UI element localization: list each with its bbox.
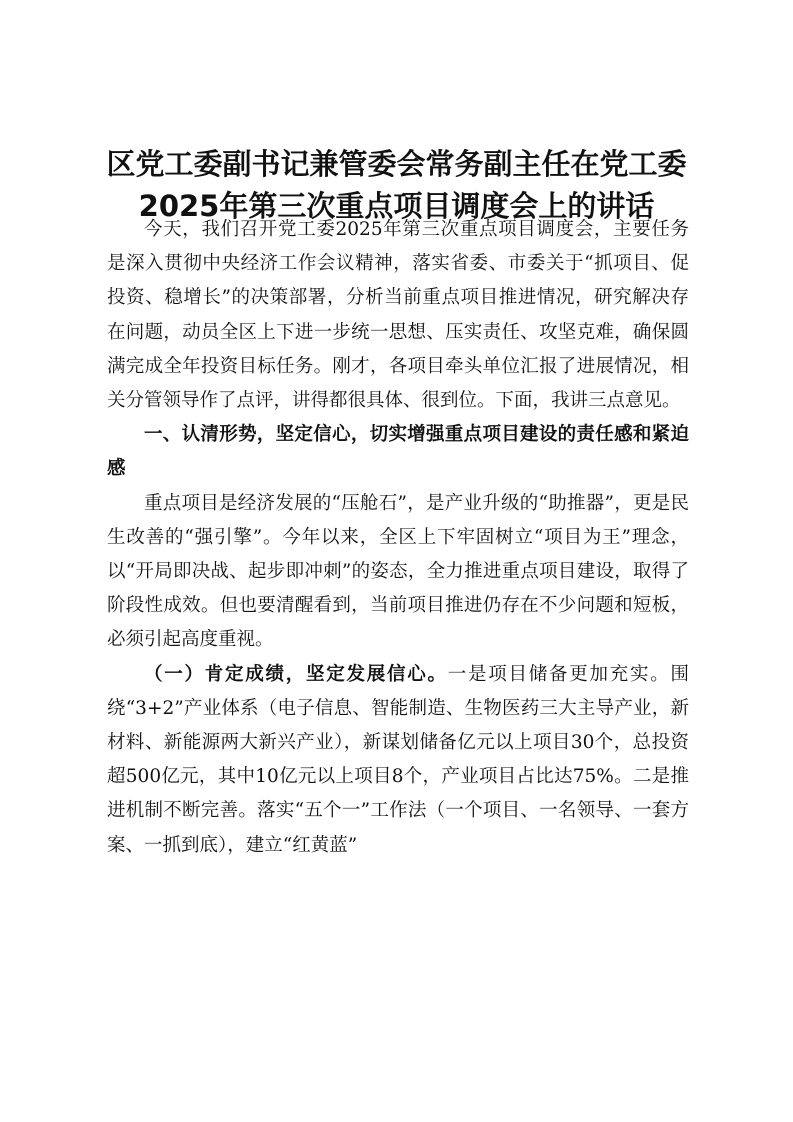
subsection-heading: （一）肯定成绩，坚定发展信心。: [144, 663, 448, 685]
section-paragraph-1: 重点项目是经济发展的“压舱石”，是产业升级的“助推器”，更是民生改善的“强引擎”。今年以来，全区上下牢固树立“项目为王”理念，以“开局即决战、起步即冲刺”的姿态，全力推进重点项目建设，取得了阶段性成效。但也要清醒看到，当前项目推进仍存在不少问题和短板，必须引起高度重视。: [107, 492, 689, 651]
document-body: [107, 213, 689, 863]
subsection-paragraph-1: [107, 658, 689, 863]
title-line-1: 区党工委副书记兼管委会常务副主任在党工委: [106, 147, 687, 181]
title-line-2: 2025年第三次重点项目调度会上的讲话: [138, 189, 655, 223]
section-heading-1: 一、认清形势，坚定信心，切实增强重点项目建设的责任感和紧迫感: [107, 424, 689, 480]
subsection-text: 一是项目储备更加充实。围绕“3+2”产业体系（电子信息、智能制造、生物医药三大主导产业，新材料、新能源两大新兴产业），新谋划储备亿元以上项目30个，总投资超500亿元，其中10亿元以上项目8个，产业项目占比达75%。二是推进机制不断完善。落实“五个一”工作法（一个项目、一名领导、一套方案、一抓到底），建立“红黄蓝”: [107, 663, 689, 856]
intro-paragraph: 今天，我们召开党工委2025年第三次重点项目调度会，主要任务是深入贯彻中央经济工作会议精神，落实省委、市委关于“抓项目、促投资、稳增长”的决策部署，分析当前重点项目推进情况，研究解决存在问题，动员全区上下进一步统一思想、压实责任、攻坚克难，确保圆满完成全年投资目标任务。刚才，各项目牵头单位汇报了进展情况，相关分管领导作了点评，讲得都很具体、很到位。下面，我讲三点意见。: [107, 219, 689, 412]
